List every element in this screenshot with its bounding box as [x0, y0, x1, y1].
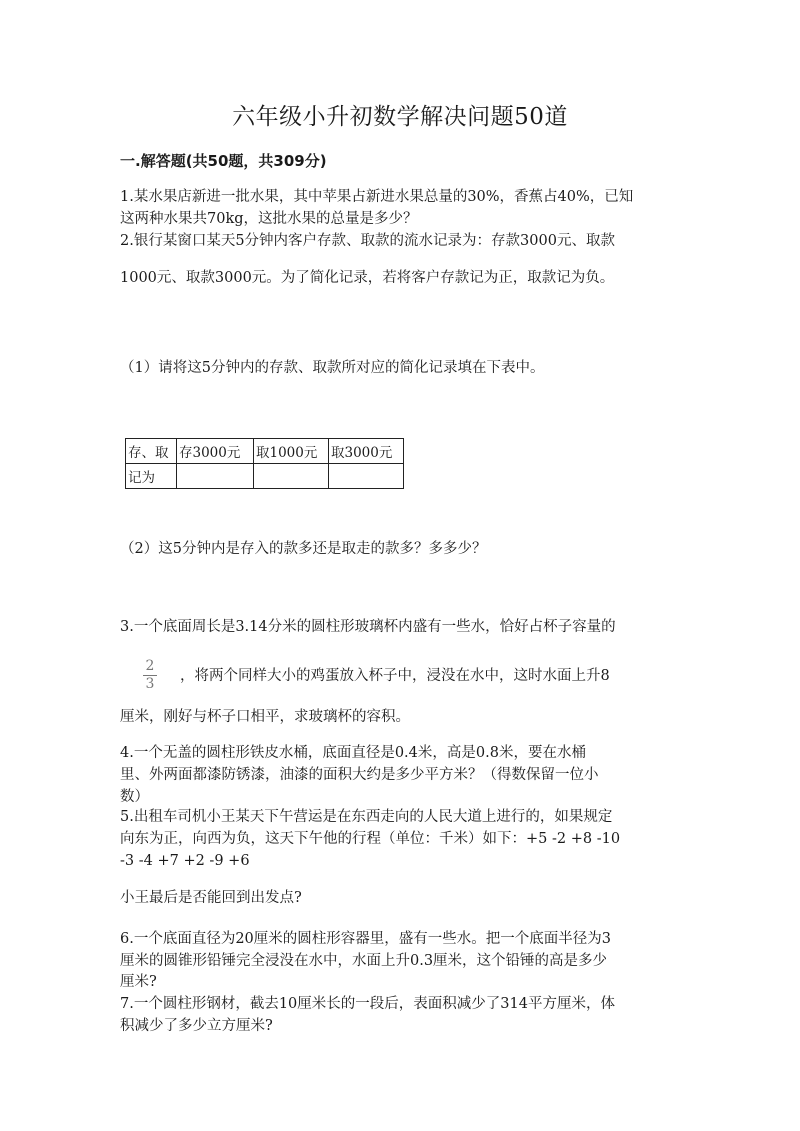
question-3-line-2: ，将两个同样大小的鸡蛋放入杯子中，浸没在水中，这时水面上升8 — [180, 668, 610, 684]
question-4-line-1: 4.一个无盖的圆柱形铁皮水桶，底面直径是0.4米，高是0.8米，要在水桶 — [120, 745, 586, 761]
question-6-line-2: 厘米的圆锥形铅锤完全浸没在水中，水面上升0.3厘米，这个铅锤的高是多少 — [120, 953, 608, 969]
record-table — [125, 438, 404, 489]
question-5-line-4: 小王最后是否能回到出发点? — [120, 890, 302, 906]
question-5-line-2: 向东为正，向西为负，这天下午他的行程（单位：千米）如下：+5 -2 +8 -10 — [120, 831, 621, 847]
fraction-two-thirds — [143, 659, 157, 692]
question-4-line-2: 里、外两面都漆防锈漆，油漆的面积大约是多少平方米？（得数保留一位小 — [120, 767, 599, 783]
question-7-line-1: 7.一个圆柱形钢材，截去10厘米长的一段后，表面积减少了314平方厘米，体 — [120, 996, 615, 1012]
question-2-line-2: 1000元、取款3000元。为了简化记录，若将客户存款记为正，取款记为负。 — [120, 270, 615, 286]
answer-cell — [329, 464, 404, 489]
question-5-line-1: 5.出租车司机小王某天下午营运是在东西走向的人民大道上进行的，如果规定 — [120, 809, 613, 825]
section-heading: 一.解答题(共50题，共309分) — [120, 152, 327, 170]
table-header-cell: 取1000元 — [254, 439, 329, 464]
table-row — [126, 464, 404, 489]
question-5-line-3: -3 -4 +7 +2 -9 +6 — [120, 853, 250, 869]
answer-cell — [177, 464, 254, 489]
fraction-denominator: 3 — [145, 676, 155, 692]
question-6-line-1: 6.一个底面直径为20厘米的圆柱形容器里，盛有一些水。把一个底面半径为3 — [120, 931, 612, 947]
question-4-line-3: 数） — [120, 789, 149, 805]
fraction-numerator: 2 — [145, 658, 155, 674]
question-1-line-2: 这两种水果共70kg，这批水果的总量是多少？ — [120, 211, 418, 227]
table-header-cell: 存、取 — [126, 439, 177, 464]
question-3-line-3: 厘米，刚好与杯子口相平，求玻璃杯的容积。 — [120, 709, 410, 725]
answer-cell — [254, 464, 329, 489]
question-2-part-2: （2）这5分钟内是存入的款多还是取走的款多？多多少？ — [120, 541, 487, 557]
question-2-line-1: 2.银行某窗口某天5分钟内客户存款、取款的流水记录为：存款3000元、取款 — [120, 233, 615, 249]
question-2-part-1: （1）请将这5分钟内的存款、取款所对应的简化记录填在下表中。 — [120, 360, 545, 376]
table-row-label: 记为 — [126, 464, 177, 489]
table-row — [126, 439, 404, 464]
table-header-cell: 存3000元 — [177, 439, 254, 464]
question-6-line-3: 厘米? — [120, 974, 157, 990]
table-header-cell: 取3000元 — [329, 439, 404, 464]
question-1-line-1: 1.某水果店新进一批水果，其中苹果占新进水果总量的30%，香蕉占40%，已知 — [120, 189, 634, 205]
question-3-line-1: 3.一个底面周长是3.14分米的圆柱形玻璃杯内盛有一些水，恰好占杯子容量的 — [120, 619, 616, 635]
page-title: 六年级小升初数学解决问题50道 — [232, 104, 568, 130]
question-7-line-2: 积减少了多少立方厘米? — [120, 1018, 273, 1034]
